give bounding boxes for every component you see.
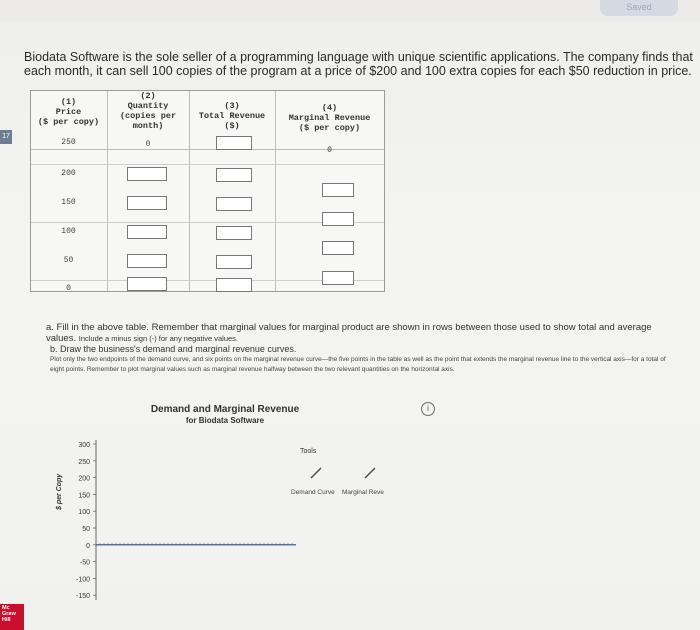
marginal-revenue-input[interactable] bbox=[322, 241, 354, 255]
total-revenue-input[interactable] bbox=[216, 255, 252, 269]
column-divider bbox=[275, 91, 276, 291]
quantity-input[interactable] bbox=[127, 254, 167, 268]
info-icon[interactable]: i bbox=[421, 402, 435, 416]
saved-button[interactable]: Saved bbox=[600, 0, 678, 16]
tools-label: Tools bbox=[300, 448, 317, 455]
y-tick-label: 150 bbox=[78, 492, 90, 500]
tool-label-marginal: Marginal Reve bbox=[342, 489, 384, 496]
total-revenue-input[interactable] bbox=[216, 197, 252, 211]
revenue-table bbox=[30, 90, 385, 292]
y-tick-label: 200 bbox=[78, 475, 90, 483]
y-tick-label: 0 bbox=[86, 542, 90, 550]
side-question-marker: 17 bbox=[0, 130, 12, 144]
price-cell: 0 bbox=[66, 284, 71, 293]
mcgraw-hill-logo: Mc Graw Hill bbox=[0, 604, 24, 630]
row-divider bbox=[31, 164, 384, 165]
marginal-revenue-input[interactable] bbox=[322, 212, 354, 226]
price-cell: 50 bbox=[63, 256, 74, 265]
price-cell: 200 bbox=[61, 169, 76, 178]
chart-title: Demand and Marginal Revenue for Biodata Software bbox=[150, 404, 300, 425]
question-b: b. Draw the business's demand and marginal revenue curves. Plot only the two endpoints of the demand curve, and six points on the marginal revenue curve—the five points in the table as well as the point that extends the marginal revenue line to the vertical axis—for a total of eight points. Remember to plot marginal values such as marginal revenue halfway between the two relevant quantities on the horizontal axis. bbox=[50, 344, 666, 373]
price-cell: 100 bbox=[61, 227, 76, 236]
y-tick-label: -150 bbox=[75, 593, 90, 600]
y-tick-label: 50 bbox=[82, 526, 90, 533]
quantity-input[interactable] bbox=[127, 196, 167, 210]
total-revenue-input[interactable] bbox=[216, 226, 252, 240]
total-revenue-input[interactable] bbox=[216, 136, 252, 150]
y-tick-label: 250 bbox=[78, 458, 90, 466]
price-cell: 250 bbox=[61, 138, 76, 147]
top-strip bbox=[0, 0, 700, 22]
question-a: a. Fill in the above table. Remember that marginal values for marginal product are shown in rows between those used to show total and average values. Include a minus sign (-) for any negative values. bbox=[46, 322, 652, 344]
y-tick-label: -50 bbox=[79, 559, 90, 567]
intro-text: Biodata Software is the sole seller of a programming language with unique scientific applications. The company finds that each month, it can sell 100 copies of the program at a price of $200 and 100 extra copies for each $50 reduction in price. bbox=[24, 50, 693, 78]
quantity-input[interactable] bbox=[127, 277, 167, 291]
total-revenue-input[interactable] bbox=[216, 168, 252, 182]
demand-graph[interactable] bbox=[60, 432, 300, 600]
quantity-input[interactable] bbox=[127, 167, 167, 181]
marginal-revenue-cell: 0 bbox=[327, 146, 332, 155]
price-cell: 150 bbox=[61, 198, 76, 207]
column-divider bbox=[189, 91, 190, 291]
header-marginal-revenue: (4) Marginal Revenue ($ per copy) bbox=[288, 103, 371, 133]
quantity-cell: 0 bbox=[145, 140, 151, 149]
header-quantity: (2) Quantity (copies per month) bbox=[119, 91, 177, 131]
marginal-revenue-tool-icon[interactable] bbox=[358, 461, 382, 485]
total-revenue-input[interactable] bbox=[216, 278, 252, 292]
demand-curve-tool-icon[interactable] bbox=[304, 461, 328, 485]
quantity-input[interactable] bbox=[127, 225, 167, 239]
marginal-revenue-input[interactable] bbox=[322, 183, 354, 197]
header-total-revenue: (3) Total Revenue ($) bbox=[198, 101, 266, 131]
marginal-revenue-input[interactable] bbox=[322, 271, 354, 285]
y-axis-label: $ per Copy bbox=[56, 473, 63, 510]
column-divider bbox=[107, 91, 108, 291]
y-tick-label: 300 bbox=[78, 442, 90, 449]
tool-label-demand: Demand Curve bbox=[291, 489, 335, 496]
y-tick-label: -100 bbox=[75, 576, 90, 584]
y-tick-label: 100 bbox=[78, 509, 90, 517]
header-price: (1) Price ($ per copy) bbox=[37, 97, 100, 127]
